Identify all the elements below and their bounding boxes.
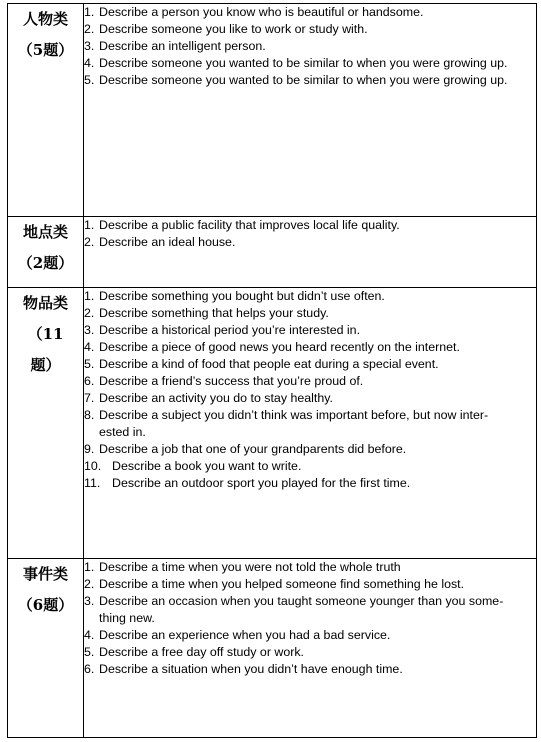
list-item: 5. Describe someone you wanted to be similar to when you were growing up. <box>84 73 508 87</box>
list-item: 1. Describe a person you know who is beautiful or handsome. <box>84 5 424 19</box>
list-item: 6. Describe a friend’s success that you’re proud of. <box>84 374 364 388</box>
list-item: 4. Describe a piece of good news you heard recently on the internet. <box>84 340 460 354</box>
category-count: （5题） <box>17 41 74 59</box>
items-cell <box>84 288 537 559</box>
list-item: 1. Describe something you bought but didn’t use often. <box>84 289 385 303</box>
list-item: 3. Describe an occasion when you taught someone younger than you some- thing new. <box>84 594 504 625</box>
topic-list <box>84 288 536 492</box>
list-item: 2. Describe someone you like to work or study with. <box>84 22 368 36</box>
list-item: 1. Describe a public facility that improves local life quality. <box>84 218 400 232</box>
list-item: 7. Describe an activity you do to stay healthy. <box>84 391 333 405</box>
list-item: 2. Describe something that helps your study. <box>84 306 329 320</box>
category-title: 人物类 <box>22 10 68 28</box>
list-item: 8. Describe a subject you didn’t think was important before, but now inter- ested in. <box>84 408 489 439</box>
category-cell <box>8 288 84 559</box>
list-item: 5. Describe a free day off study or work. <box>84 645 304 659</box>
list-item: 2. Describe an ideal house. <box>84 235 236 249</box>
list-item: 11. Describe an outdoor sport you played for the first time. <box>84 476 411 490</box>
list-item: 4. Describe someone you wanted to be similar to when you were growing up. <box>84 56 508 70</box>
category-cell <box>8 559 84 738</box>
category-count: （2题） <box>17 254 74 272</box>
list-item: 3. Describe a historical period you’re interested in. <box>84 323 361 337</box>
category-title: 物品类 <box>22 294 68 312</box>
list-item: 10. Describe a book you want to write. <box>84 459 302 473</box>
list-item: 4. Describe an experience when you had a bad service. <box>84 628 391 642</box>
list-item: 5. Describe a kind of food that people eat during a special event. <box>84 357 439 371</box>
items-cell <box>84 4 537 217</box>
list-item: 1. Describe a time when you were not told the whole truth <box>84 560 401 574</box>
category-count: （11 <box>27 325 64 343</box>
list-item: 3. Describe an intelligent person. <box>84 39 266 53</box>
topic-list <box>84 217 536 251</box>
category-title: 地点类 <box>22 223 68 241</box>
category-title: 事件类 <box>22 565 68 583</box>
topic-list <box>84 559 536 678</box>
items-cell <box>84 559 537 738</box>
section-row-objects <box>8 288 537 559</box>
list-item: 9. Describe a job that one of your grandparents did before. <box>84 442 407 456</box>
topic-list <box>84 4 536 89</box>
category-cell <box>8 217 84 288</box>
category-count-cont: 题） <box>30 356 61 374</box>
category-count: （6题） <box>17 596 74 614</box>
items-cell <box>84 217 537 288</box>
category-cell <box>8 4 84 217</box>
section-row-events <box>8 559 537 738</box>
list-item: 6. Describe a situation when you didn’t have enough time. <box>84 662 403 676</box>
list-item: 2. Describe a time when you helped someone find something he lost. <box>84 577 465 591</box>
section-row-people <box>8 4 537 217</box>
topic-table <box>7 3 537 738</box>
section-row-places <box>8 217 537 288</box>
